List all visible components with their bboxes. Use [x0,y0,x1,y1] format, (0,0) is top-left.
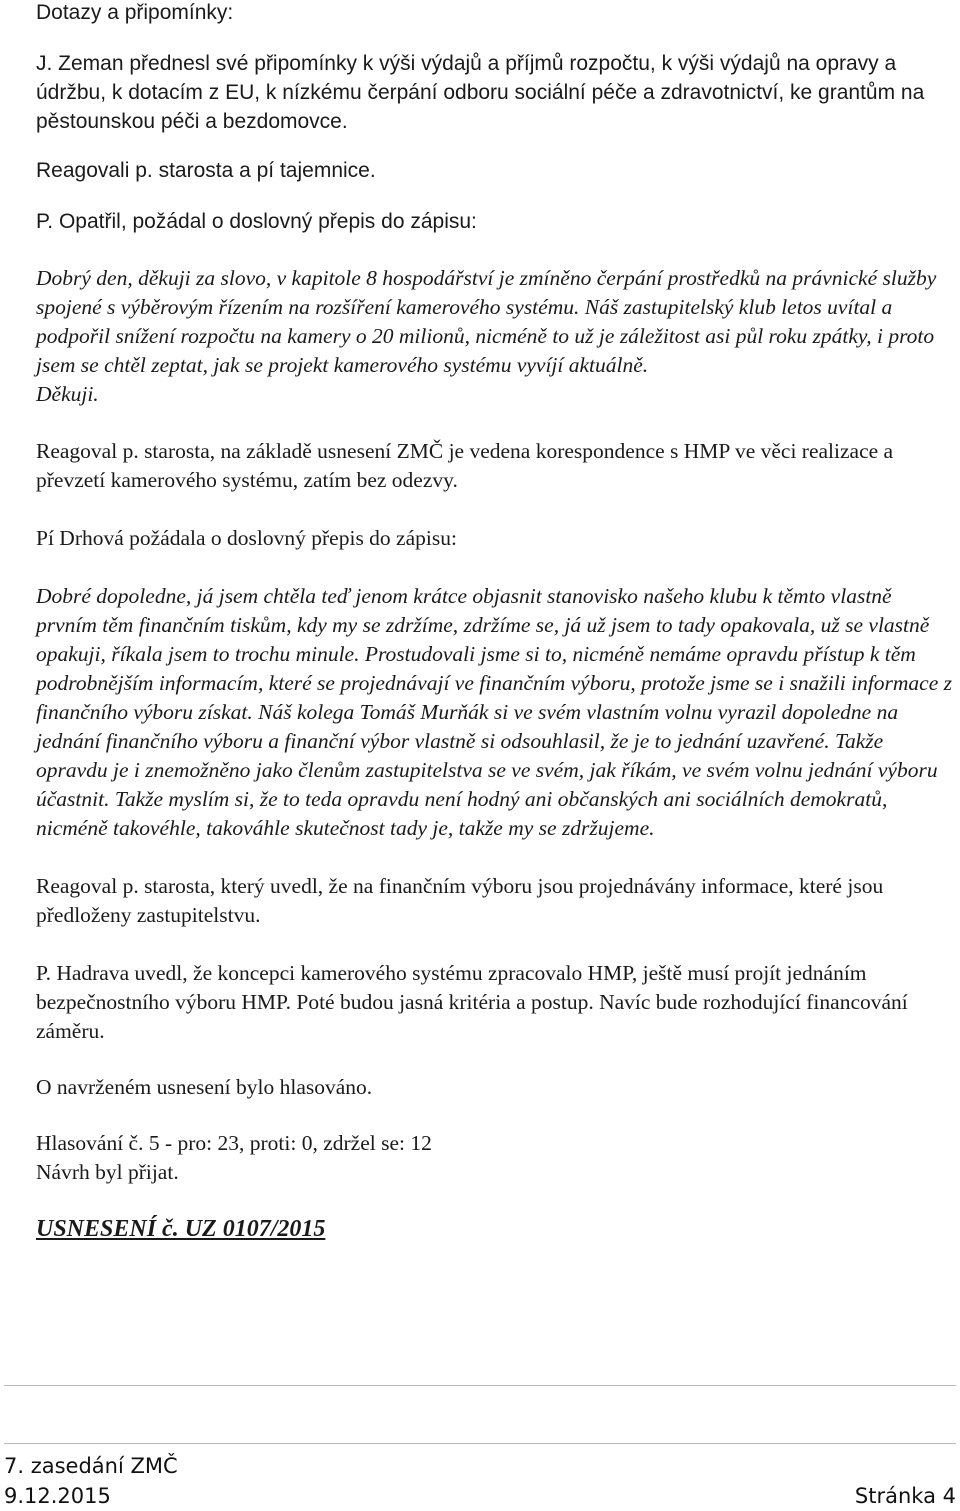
page-footer [4,1451,956,1511]
footer-page-number: Stránka 4 [854,1484,956,1508]
quote-text: Dobrý den, děkuji za slovo, v kapitole 8 hospodářství je zmíněno čerpání prostředků na právnické služby spojené s výběrovým řízením na rozšíření kamerového systému. Náš zastupitelský klub letos uvítal a podpořil snížení rozpočtu na kamery o 20 milionů, nicméně to už je záležitost asi půl roku zpátky, i proto jsem se chtěl zeptat, jak se projekt kamerového systému vyvíjí aktuálně. [36,266,937,377]
content-divider [4,1385,956,1386]
verbatim-quote-drhova: Dobré dopoledne, já jsem chtěla teď jenom krátce objasnit stanovisko našeho klubu k těmto vlastně prvním těm finančním tiskům, kdy my se zdržíme, zdržíme se, já už jsem to tady opakovala, už se vlastně opakuji, říkala jsem to trochu minule. Prostudovali jsme si to, nicméně nemáme opravdu přístup k těm podrobnějším informacím, které se projednávají ve finančním výboru, protože jsme se i snažili informace z finančního výboru získat. Náš kolega Tomáš Murňák si ve svém vlastním volnu vyrazil dopoledne na jednání finančního výboru a finanční výbor vlastně si odsouhlasil, že je to jednání uzavřené. Takže opravdu je i znemožněno jako členům zastupitelstva se ve svém, jak říkám, ve svém volnu jednání výboru účastnit. Takže myslím si, že to teda opravdu není hodný ani občanských ani sociálních demokratů, nicméně takovéhle, takováhle skutečnost tady je, takže my se zdržujeme. [36,584,953,840]
vote-count: Hlasování č. 5 - pro: 23, proti: 0, zdržel se: 12 [36,1131,432,1155]
paragraph-zeman: J. Zeman přednesl své připomínky k výši výdajů a příjmů rozpočtu, k výši výdajů na opravy a údržbu, k dotacím z EU, k nízkému čerpání odboru sociální péče a zdravotnictví, ke grantům na pěstounskou péči a bezdomovce. [36,52,925,133]
footer-date: 9.12.2015 [4,1484,111,1508]
quote-thanks: Děkuji. [36,382,99,406]
paragraph-mayor-reply: Reagoval p. starosta, na základě usnesení ZMČ je vedena korespondence s HMP ve věci realizace a převzetí kamerového systému, zatím bez odezvy. [36,439,894,492]
document-body [36,0,954,1245]
paragraph-hadrava: P. Hadrava uvedl, že koncepci kamerového systému zpracovalo HMP, ještě musí projít jednáním bezpečnostního výboru HMP. Poté budou jasná kritéria a postup. Navíc bude rozhodující financování záměru. [36,961,908,1043]
verbatim-quote-opatril [36,264,954,409]
section-heading: Dotazy a připomínky: [36,1,234,24]
vote-block [36,1129,954,1187]
footer-divider [4,1443,956,1444]
paragraph-opatril-request: P. Opatřil, požádal o doslovný přepis do zápisu: [36,210,477,233]
resolution-heading: USNESENÍ č. UZ 0107/2015 [36,1216,326,1242]
paragraph-mayor-reply-2: Reagoval p. starosta, který uvedl, že na finančním výboru jsou projednávány informace, které jsou předloženy zastupitelstvu. [36,874,884,927]
vote-result: Návrh byl přijat. [36,1160,179,1184]
footer-session: 7. zasedání ZMČ [4,1454,178,1478]
paragraph-reaction-mayor-secretary: Reagovali p. starosta a pí tajemnice. [36,159,376,182]
paragraph-vote-announcement: O navrženém usnesení bylo hlasováno. [36,1075,373,1099]
paragraph-drhova-request: Pí Drhová požádala o doslovný přepis do zápisu: [36,526,457,550]
